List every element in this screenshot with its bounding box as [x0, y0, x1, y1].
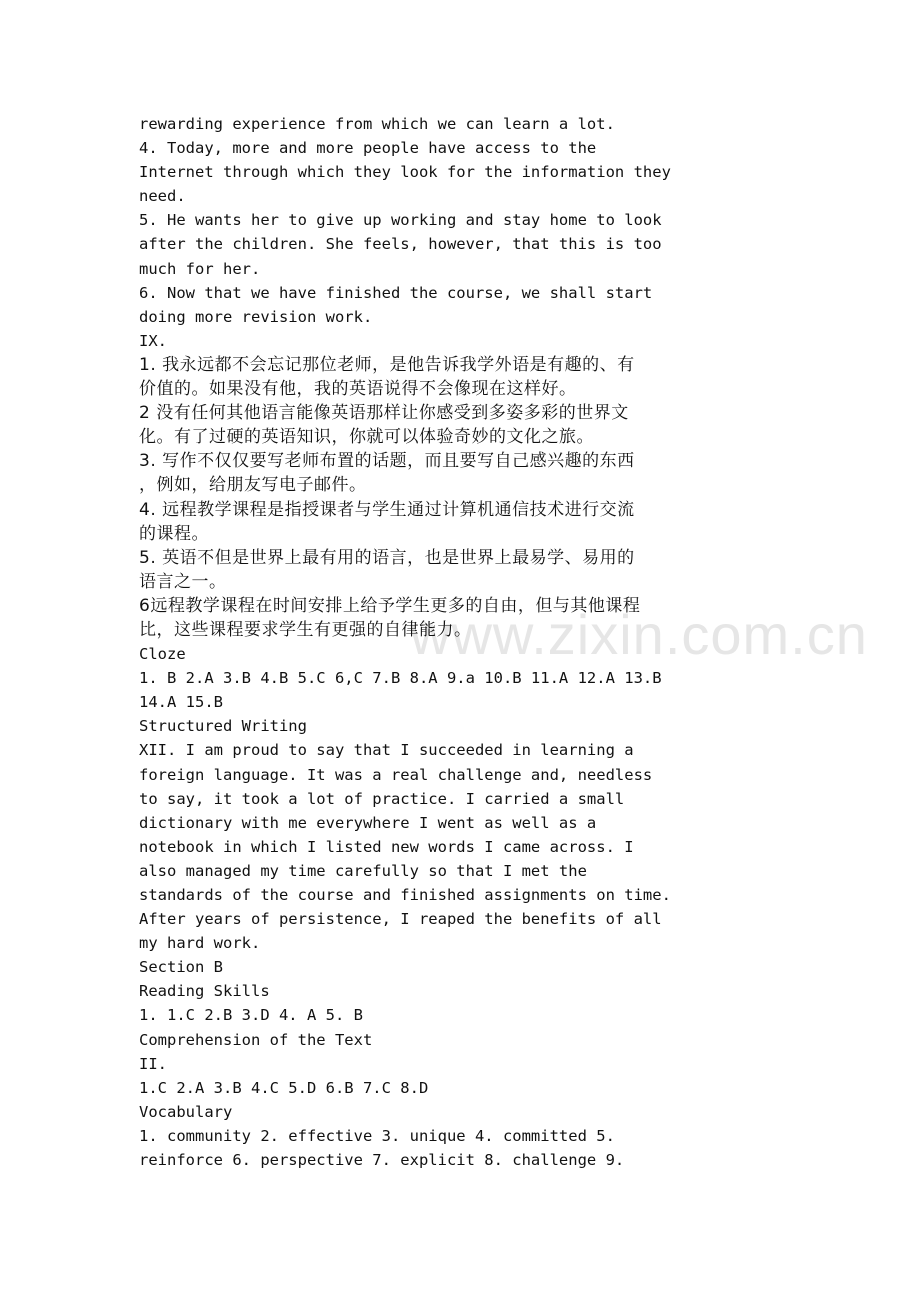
text-line: XII. I am proud to say that I succeeded in learning a: [139, 741, 634, 760]
text-line: 1. 我永远都不会忘记那位老师，是他告诉我学外语是有趣的、有: [139, 354, 635, 375]
document-body: [139, 112, 699, 1172]
text-line: dictionary with me everywhere I went as well as a: [139, 813, 597, 832]
text-line: 价值的。如果没有他，我的英语说得不会像现在这样好。: [139, 379, 577, 400]
text-line: 14.A 15.B: [139, 693, 223, 712]
text-line: after the children. She feels, however, that this is too: [139, 235, 662, 254]
text-line: Vocabulary: [139, 1102, 233, 1121]
text-line: IX.: [139, 331, 167, 350]
text-line: 2 没有任何其他语言能像英语那样让你感受到多姿多彩的世界文: [139, 403, 629, 424]
text-line: 3. 写作不仅仅要写老师布置的话题，而且要写自己感兴趣的东西: [139, 451, 635, 472]
text-line: 化。有了过硬的英语知识，你就可以体验奇妙的文化之旅。: [139, 427, 594, 448]
text-line: 4. Today, more and more people have access to the: [139, 139, 597, 158]
text-line: Comprehension of the Text: [139, 1030, 373, 1049]
text-line: 1. 1.C 2.B 3.D 4. A 5. B: [139, 1006, 363, 1025]
text-line: 4. 远程教学课程是指授课者与学生通过计算机通信技术进行交流: [139, 499, 635, 520]
text-line: standards of the course and finished assignments on time.: [139, 886, 671, 904]
text-line: notebook in which I listed new words I came across. I: [139, 837, 634, 856]
text-line: II.: [139, 1054, 167, 1073]
text-line: 比，这些课程要求学生有更强的自律能力。: [139, 619, 472, 640]
text-line: Structured Writing: [139, 717, 307, 736]
text-line: Section B: [139, 958, 223, 977]
text-line: 6. Now that we have finished the course, we shall start: [139, 283, 653, 302]
text-line: Internet through which they look for the information they: [139, 163, 671, 182]
text-line: foreign language. It was a real challenge and, needless: [139, 765, 653, 784]
text-line: much for her.: [139, 259, 261, 278]
text-line: doing more revision work.: [139, 307, 373, 326]
text-line: my hard work.: [139, 934, 261, 953]
text-line: 5. He wants her to give up working and stay home to look: [139, 211, 662, 230]
text-line: reinforce 6. perspective 7. explicit 8. challenge 9.: [139, 1151, 625, 1170]
text-line: 1. B 2.A 3.B 4.B 5.C 6,C 7.B 8.A 9.a 10.B 11.A 12.A 13.B: [139, 669, 662, 688]
text-line: 语言之一。: [139, 571, 227, 592]
text-line: Reading Skills: [139, 982, 270, 1001]
text-line: rewarding experience from which we can learn a lot.: [139, 115, 615, 133]
text-line: After years of persistence, I reaped the benefits of all: [139, 910, 662, 929]
text-line: Cloze: [139, 645, 186, 664]
text-line: also managed my time carefully so that I met the: [139, 861, 587, 880]
text-line: 6远程教学课程在时间安排上给予学生更多的自由，但与其他课程: [139, 595, 641, 616]
text-line: 1. community 2. effective 3. unique 4. committed 5.: [139, 1126, 615, 1145]
text-line: need.: [139, 187, 186, 206]
text-line: 1.C 2.A 3.B 4.C 5.D 6.B 7.C 8.D: [139, 1078, 429, 1097]
text-line: to say, it took a lot of practice. I carried a small: [139, 789, 625, 808]
text-line: 的课程。: [139, 523, 209, 544]
text-line: ，例如，给朋友写电子邮件。: [139, 475, 367, 496]
watermark: www.zixin.com.cn: [410, 603, 868, 666]
text-line: 5. 英语不但是世界上最有用的语言，也是世界上最易学、易用的: [139, 547, 635, 568]
